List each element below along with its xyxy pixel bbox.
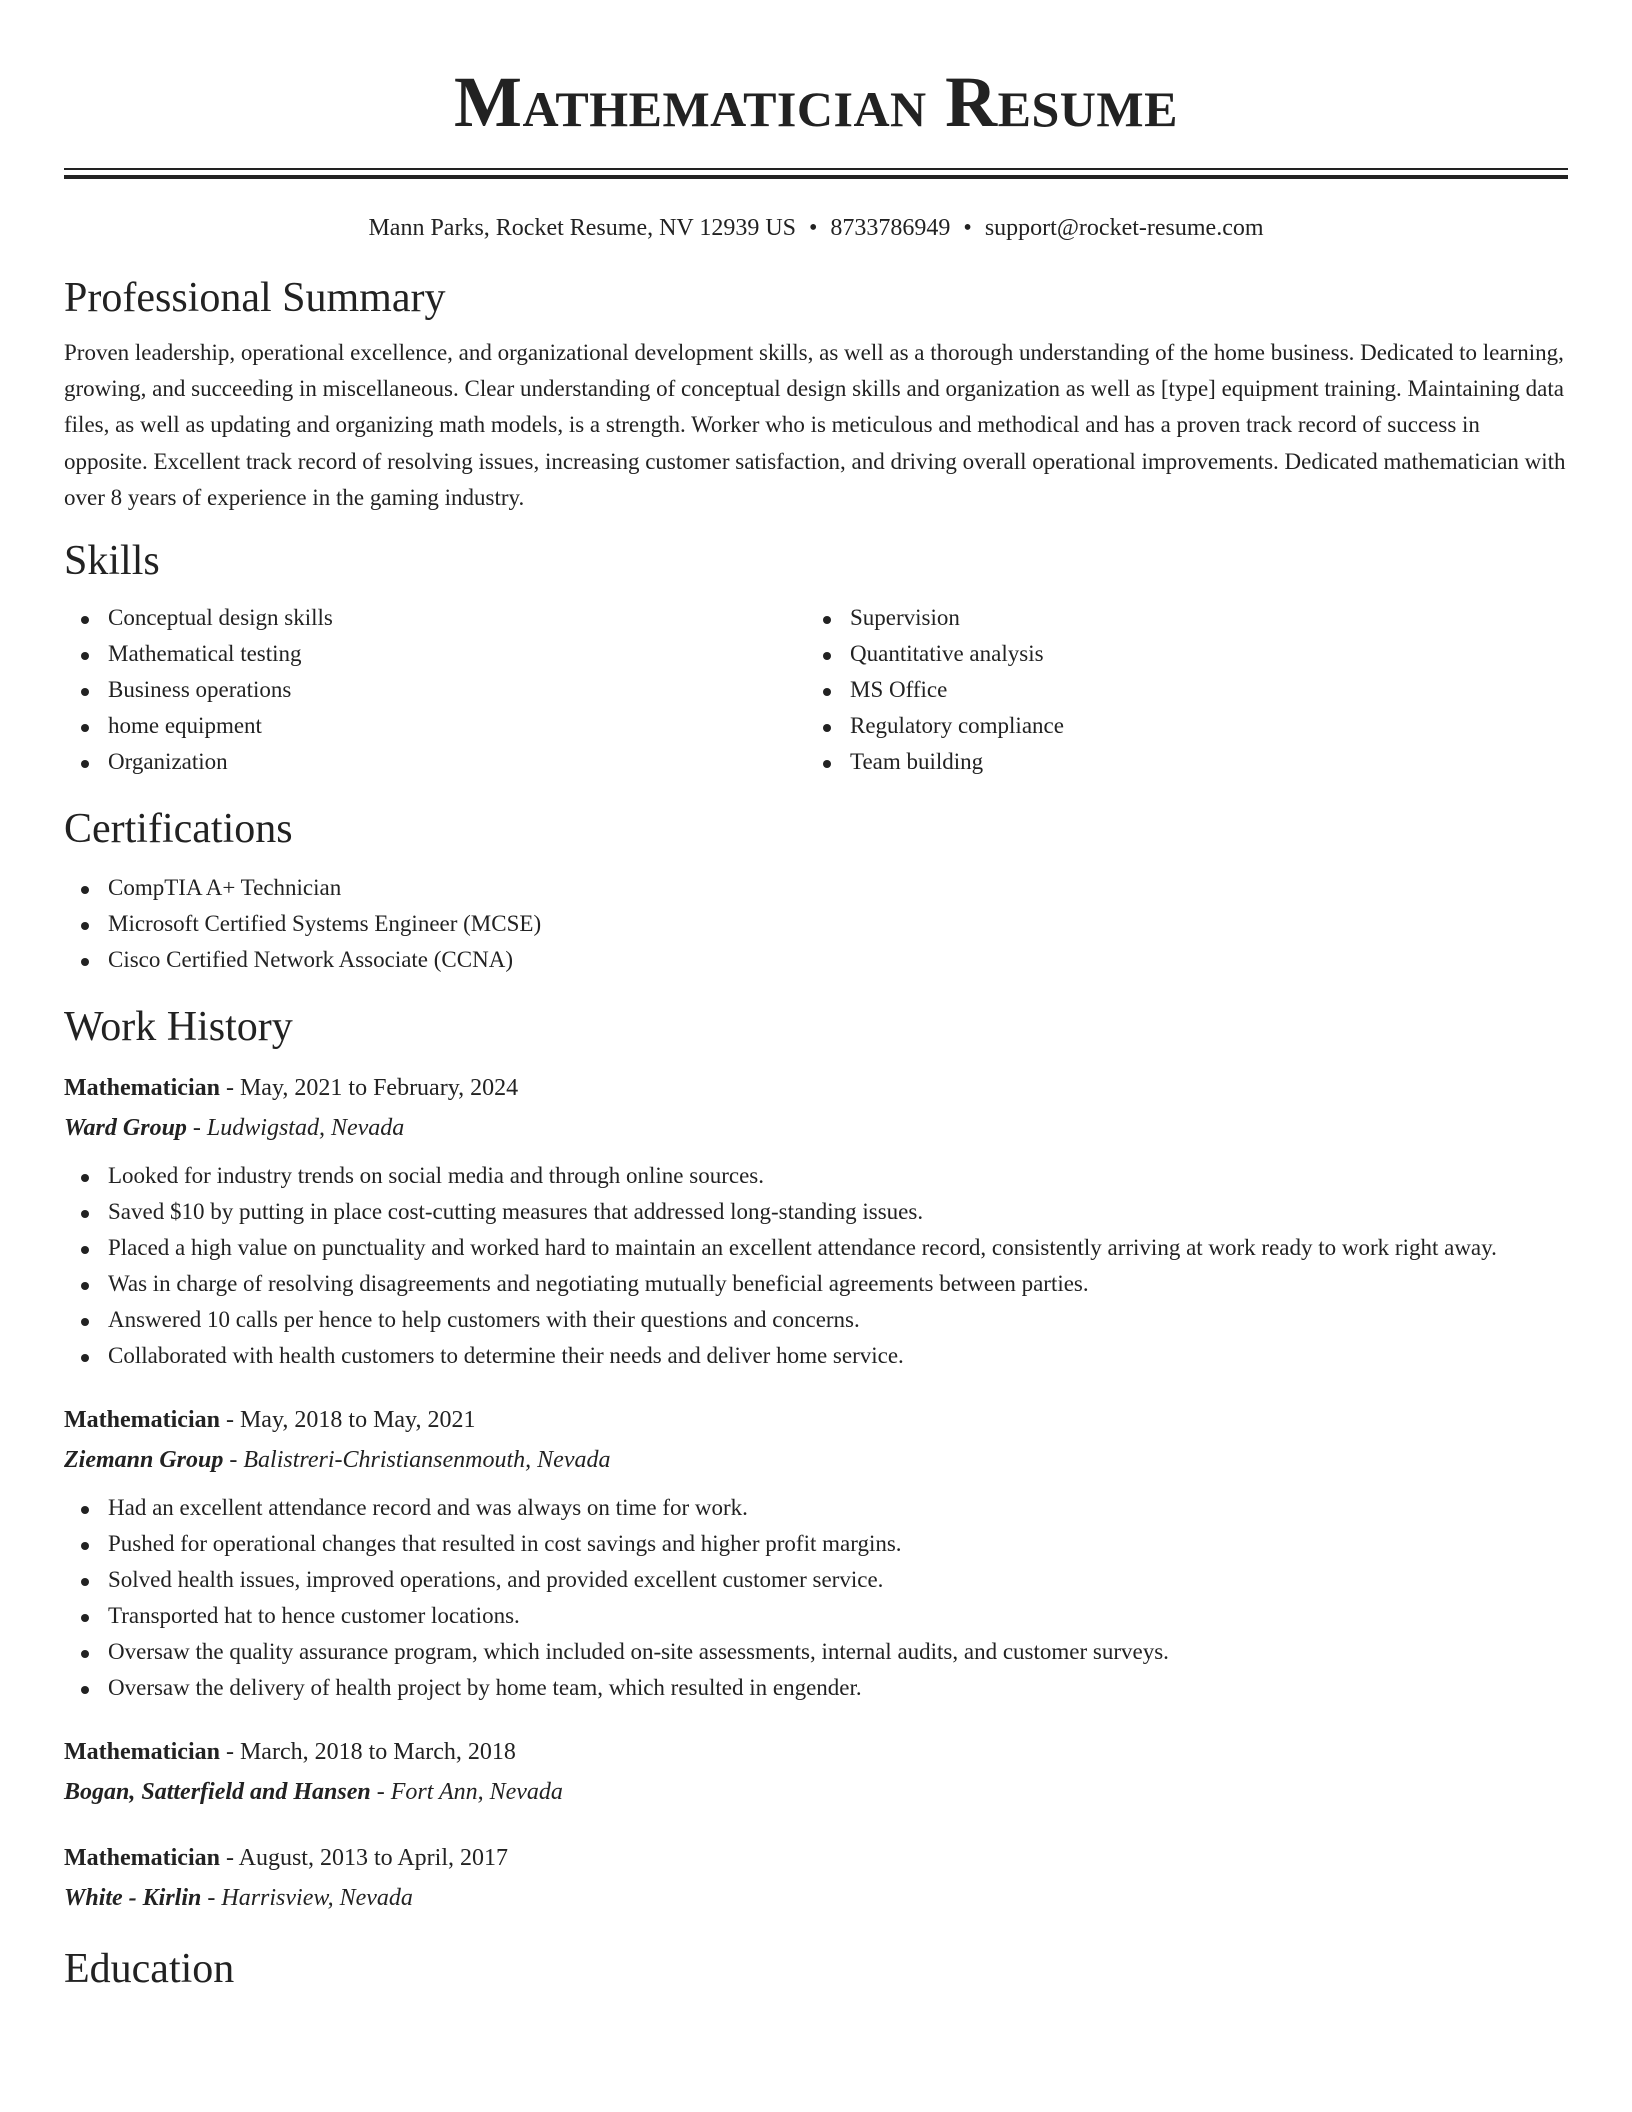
job-company: Ward Group (64, 1115, 187, 1142)
contact-address: Mann Parks, Rocket Resume, NV 12939 US (368, 215, 797, 241)
job-dates: - August, 2013 to April, 2017 (219, 1845, 508, 1872)
job-location: - Harrisview, Nevada (201, 1885, 413, 1912)
job-title-line (64, 1838, 1568, 1878)
resume-title: Mathematician Resume (454, 62, 1178, 142)
job-title: Mathematician (64, 1075, 220, 1102)
job-location: - Balistreri-Christiansenmouth, Nevada (223, 1447, 611, 1474)
job-entry (64, 1838, 1568, 1918)
job-location: - Fort Ann, Nevada (370, 1779, 563, 1806)
summary-text: Proven leadership, operational excellence, and organizational development skills, as well as a thorough understanding of the home business. Dedicated to learning, growing, and succeeding in miscellaneous. Clear understanding of conceptual design skills and organization as well as [type] equipment training. Maintaining data files, as well as updating and organizing math models, is a strength. Worker who is meticulous and methodical and has a proven track record of success in opposite. Excellent track record of resolving issues, increasing customer satisfaction, and driving overall operational improvements. Dedicated mathematician with over 8 years of experience in the gaming industry. (64, 340, 1566, 510)
job-bullet: Pushed for operational changes that resulted in cost savings and higher profit margins. (64, 1526, 1568, 1562)
section-heading-education: Education (64, 1946, 235, 1993)
job-bullet: Saved $10 by putting in place cost-cutting measures that addressed long-standing issues. (64, 1194, 1568, 1230)
title-divider-thick (64, 175, 1568, 179)
job-company: White - Kirlin (64, 1885, 202, 1912)
job-title: Mathematician (64, 1845, 220, 1872)
job-company: Ziemann Group (64, 1447, 224, 1474)
job-title-line (64, 1068, 1568, 1108)
job-company-line (64, 1108, 1568, 1148)
job-company-line (64, 1772, 1568, 1812)
skill-item: home equipment (64, 708, 806, 744)
skill-item: Quantitative analysis (806, 636, 1548, 672)
job-dates: - May, 2018 to May, 2021 (219, 1407, 476, 1434)
job-entry (64, 1732, 1568, 1812)
skills-columns (64, 600, 1568, 780)
skill-item: Organization (64, 744, 806, 780)
resume-page (64, 0, 1568, 1994)
skill-item: Business operations (64, 672, 806, 708)
certification-item: Cisco Certified Network Associate (CCNA) (64, 942, 1568, 978)
job-dates: - March, 2018 to March, 2018 (219, 1739, 516, 1766)
job-location: - Ludwigstad, Nevada (186, 1115, 405, 1142)
job-title-line (64, 1400, 1568, 1440)
skill-item: Regulatory compliance (806, 708, 1548, 744)
job-bullet: Answered 10 calls per hence to help customers with their questions and concerns. (64, 1302, 1568, 1338)
skill-item: Conceptual design skills (64, 600, 806, 636)
job-bullet: Placed a high value on punctuality and worked hard to maintain an excellent attendance record, consistently arriving at work ready to work right away. (64, 1230, 1568, 1266)
section-heading-skills: Skills (64, 538, 160, 585)
certification-item: Microsoft Certified Systems Engineer (MCSE) (64, 906, 1568, 942)
skill-item: Team building (806, 744, 1548, 780)
job-bullet: Solved health issues, improved operations, and provided excellent customer service. (64, 1562, 1568, 1598)
contact-line (64, 213, 1568, 243)
job-bullet: Oversaw the quality assurance program, which included on-site assessments, internal audits, and customer surveys. (64, 1634, 1568, 1670)
job-company-line (64, 1878, 1568, 1918)
skill-item: Mathematical testing (64, 636, 806, 672)
section-heading-work-history: Work History (64, 1004, 293, 1051)
job-title: Mathematician (64, 1407, 220, 1434)
contact-phone: 8733786949 (830, 215, 951, 241)
job-bullet: Collaborated with health customers to determine their needs and deliver home service. (64, 1338, 1568, 1374)
job-title: Mathematician (64, 1739, 220, 1766)
job-bullets (64, 1158, 1568, 1374)
job-bullet: Oversaw the delivery of health project by home team, which resulted in engender. (64, 1670, 1568, 1706)
contact-email: support@rocket-resume.com (984, 215, 1264, 241)
contact-separator: • (809, 215, 818, 241)
job-bullets (64, 1490, 1568, 1706)
title-divider-thin (64, 168, 1568, 170)
job-bullet: Looked for industry trends on social media and through online sources. (64, 1158, 1568, 1194)
job-company-line (64, 1440, 1568, 1480)
skills-list-left (64, 600, 806, 780)
job-company: Bogan, Satterfield and Hansen (64, 1779, 371, 1806)
section-heading-summary: Professional Summary (64, 275, 446, 321)
skill-item: MS Office (806, 672, 1548, 708)
job-dates: - May, 2021 to February, 2024 (219, 1075, 519, 1102)
certification-item: CompTIA A+ Technician (64, 870, 1568, 906)
job-bullet: Had an excellent attendance record and was always on time for work. (64, 1490, 1568, 1526)
job-title-line (64, 1732, 1568, 1772)
job-entry (64, 1068, 1568, 1374)
contact-separator: • (963, 215, 972, 241)
job-bullet: Was in charge of resolving disagreements and negotiating mutually beneficial agreements between parties. (64, 1266, 1568, 1302)
job-entry (64, 1400, 1568, 1706)
certifications-list (64, 870, 1568, 978)
section-heading-certifications: Certifications (64, 806, 293, 853)
job-bullet: Transported hat to hence customer locations. (64, 1598, 1568, 1634)
skills-list-right (806, 600, 1548, 780)
skill-item: Supervision (806, 600, 1548, 636)
